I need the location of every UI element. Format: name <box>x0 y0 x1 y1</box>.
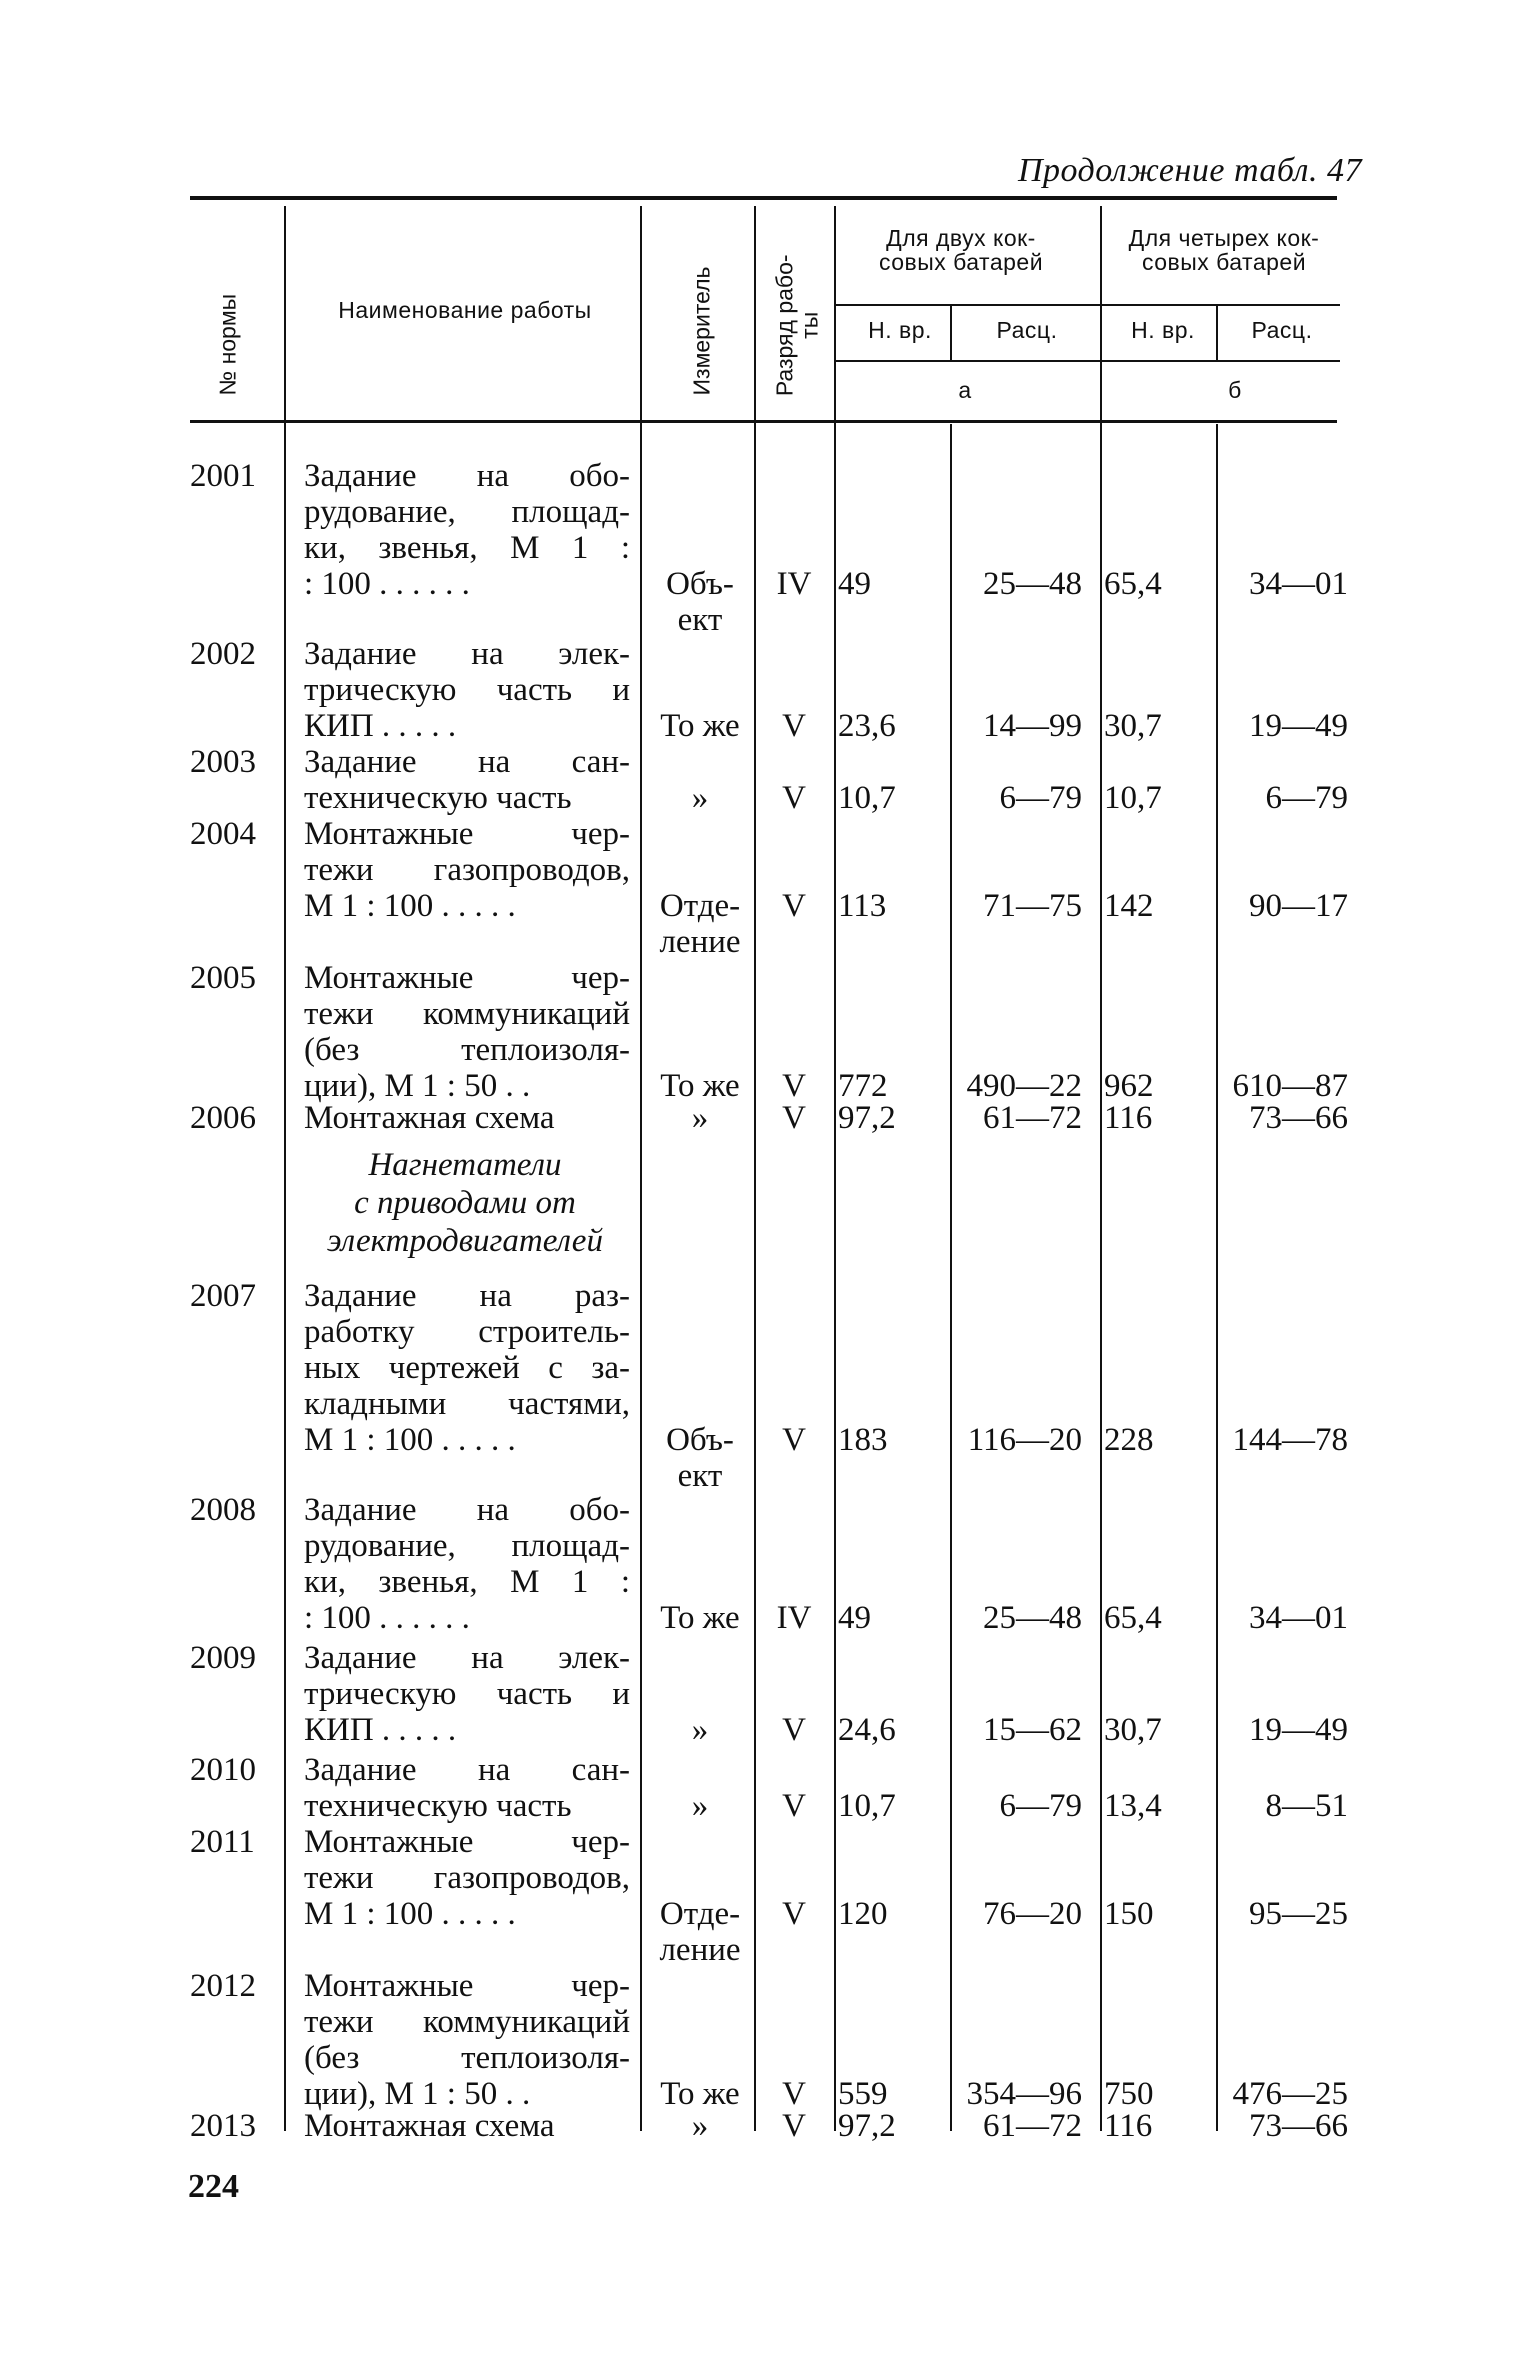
norm-time-a: 97,2 <box>838 1100 896 1136</box>
work-name-line: тежи газопроводов, <box>304 1860 630 1896</box>
work-name-line: (без теплоизоля- <box>304 1032 630 1068</box>
work-grade: V <box>782 708 806 744</box>
table-caption: Продолжение табл. 47 <box>1017 152 1362 189</box>
work-name-line: (без теплоизоля- <box>304 2040 630 2076</box>
work-name-line: КИП . . . . . <box>304 1712 457 1748</box>
rate-a: 6—79 <box>999 780 1082 816</box>
work-grade: V <box>782 1068 806 1104</box>
norm-time-a: 97,2 <box>838 2108 896 2144</box>
rule-after-grade <box>834 206 836 2131</box>
work-name <box>304 816 630 924</box>
rate-b: 90—17 <box>1249 888 1348 924</box>
work-name-line: ки, звенья, М 1 : <box>304 1564 630 1600</box>
rate-a: 15—62 <box>983 1712 1082 1748</box>
measure-unit: » <box>691 1712 709 1748</box>
rate-b: 476—25 <box>1232 2076 1348 2112</box>
work-name <box>304 636 630 744</box>
work-grade: IV <box>776 566 812 602</box>
work-name <box>304 2108 630 2144</box>
norm-time-b: 65,4 <box>1104 566 1162 602</box>
rate-a: 354—96 <box>966 2076 1082 2112</box>
rule-after-norm <box>284 206 286 2131</box>
work-name-line: кладными частями, <box>304 1386 630 1422</box>
norm-number: 2005 <box>190 960 256 996</box>
work-name-line: Задание на элек- <box>304 636 630 672</box>
work-grade: V <box>782 1712 806 1748</box>
work-name-line: М 1 : 100 . . . . . <box>304 888 516 924</box>
measure-unit: Объ- ект <box>666 1422 734 1494</box>
header-norm-number: № нормы <box>214 293 241 396</box>
work-name <box>304 1278 630 1458</box>
work-name-line: Монтажная схема <box>304 1100 555 1136</box>
norm-number: 2012 <box>190 1968 256 2004</box>
work-name-line: Монтажные чер- <box>304 816 630 852</box>
norm-number: 2008 <box>190 1492 256 1528</box>
rule-after-name <box>640 206 642 2131</box>
work-name-line: техническую часть <box>304 1788 572 1824</box>
norm-time-b: 750 <box>1104 2076 1154 2112</box>
work-grade: V <box>782 1100 806 1136</box>
measure-unit: Отде- ление <box>659 888 741 960</box>
norm-number: 2007 <box>190 1278 256 1314</box>
work-name-line: КИП . . . . . <box>304 708 457 744</box>
norm-time-b: 13,4 <box>1104 1788 1162 1824</box>
norm-number: 2013 <box>190 2108 256 2144</box>
work-name <box>304 1824 630 1932</box>
norm-time-b: 30,7 <box>1104 708 1162 744</box>
rule-body-nvr-a <box>950 424 952 2131</box>
norm-time-b: 116 <box>1104 1100 1153 1136</box>
norm-number: 2009 <box>190 1640 256 1676</box>
header-rule-group <box>836 304 1340 306</box>
work-name-line: Монтажная схема <box>304 2108 555 2144</box>
rule-body-nvr-b <box>1216 424 1218 2131</box>
work-name <box>304 1968 630 2112</box>
work-name-line: Задание на элек- <box>304 1640 630 1676</box>
work-grade: IV <box>776 1600 812 1636</box>
rate-a: 6—79 <box>999 1788 1082 1824</box>
header-nvr-a: Н. вр. <box>868 317 932 343</box>
header-rasc-a: Расц. <box>996 317 1058 343</box>
header-work-name: Наименование работы <box>338 297 592 323</box>
work-name-line: трическую часть и <box>304 1676 630 1712</box>
rate-a: 61—72 <box>983 1100 1082 1136</box>
work-name-line: рудование, площад- <box>304 1528 630 1564</box>
rate-b: 34—01 <box>1249 566 1348 602</box>
norm-number: 2001 <box>190 458 256 494</box>
measure-unit: » <box>691 2108 709 2144</box>
header-rasc-b: Расц. <box>1251 317 1313 343</box>
work-name-line: : 100 . . . . . . <box>304 1600 470 1636</box>
work-name <box>304 1100 630 1136</box>
rule-after-nvr-b <box>1216 306 1218 362</box>
rate-a: 14—99 <box>983 708 1082 744</box>
norm-time-b: 10,7 <box>1104 780 1162 816</box>
measure-unit: То же <box>660 1600 740 1636</box>
measure-unit: » <box>691 1788 709 1824</box>
measure-unit: Объ- ект <box>666 566 734 638</box>
work-name-line: Задание на обо- <box>304 458 630 494</box>
norm-time-a: 49 <box>838 1600 871 1636</box>
work-grade: V <box>782 888 806 924</box>
norm-time-a: 23,6 <box>838 708 896 744</box>
work-name-line: рудование, площад- <box>304 494 630 530</box>
rule-after-measure <box>754 206 756 2131</box>
rate-a: 61—72 <box>983 2108 1082 2144</box>
work-name-line: ции), М 1 : 50 . . <box>304 2076 531 2112</box>
header-sub-b: б <box>1228 377 1242 403</box>
norm-time-a: 120 <box>838 1896 888 1932</box>
work-name <box>304 458 630 602</box>
norm-time-a: 113 <box>838 888 887 924</box>
measure-unit: То же <box>660 708 740 744</box>
work-name-line: Монтажные чер- <box>304 960 630 996</box>
norm-time-a: 49 <box>838 566 871 602</box>
work-name-line: Задание на сан- <box>304 744 630 780</box>
rate-a: 76—20 <box>983 1896 1082 1932</box>
norm-time-a: 10,7 <box>838 1788 896 1824</box>
work-name-line: ции), М 1 : 50 . . <box>304 1068 531 1104</box>
norm-time-b: 962 <box>1104 1068 1154 1104</box>
rate-a: 116—20 <box>967 1422 1082 1458</box>
work-name-line: трическую часть и <box>304 672 630 708</box>
header-group-two-batteries: Для двух кок- совых батарей <box>878 225 1044 276</box>
rate-b: 73—66 <box>1249 1100 1348 1136</box>
norm-number: 2006 <box>190 1100 256 1136</box>
work-grade: V <box>782 1422 806 1458</box>
rate-b: 34—01 <box>1249 1600 1348 1636</box>
norm-time-b: 65,4 <box>1104 1600 1162 1636</box>
header-sub-a: а <box>958 377 972 403</box>
rule-after-nvr-a <box>950 306 952 362</box>
norm-time-a: 772 <box>838 1068 888 1104</box>
table-top-rule <box>190 196 1337 200</box>
norm-time-b: 30,7 <box>1104 1712 1162 1748</box>
rate-b: 610—87 <box>1232 1068 1348 1104</box>
rate-a: 71—75 <box>983 888 1082 924</box>
work-name <box>304 960 630 1104</box>
work-name-line: ных чертежей с за- <box>304 1350 630 1386</box>
measure-unit: То же <box>660 2076 740 2112</box>
norm-time-b: 116 <box>1104 2108 1153 2144</box>
norm-number: 2004 <box>190 816 256 852</box>
work-name-line: ки, звенья, М 1 : <box>304 530 630 566</box>
work-name-line: М 1 : 100 . . . . . <box>304 1422 516 1458</box>
header-bottom-rule <box>190 420 1337 423</box>
rate-b: 73—66 <box>1249 2108 1348 2144</box>
measure-unit: » <box>691 1100 709 1136</box>
work-name <box>304 744 630 816</box>
rate-b: 95—25 <box>1249 1896 1348 1932</box>
work-name-line: Монтажные чер- <box>304 1968 630 2004</box>
norm-time-a: 10,7 <box>838 780 896 816</box>
rate-b: 19—49 <box>1249 1712 1348 1748</box>
rate-b: 19—49 <box>1249 708 1348 744</box>
work-grade: V <box>782 2108 806 2144</box>
work-grade: V <box>782 1896 806 1932</box>
work-name <box>304 1640 630 1748</box>
measure-unit: То же <box>660 1068 740 1104</box>
rule-after-rasc-a <box>1100 206 1102 2131</box>
measure-unit: Отде- ление <box>659 1896 741 1968</box>
norm-number: 2011 <box>190 1824 255 1860</box>
work-name-line: Монтажные чер- <box>304 1824 630 1860</box>
header-group-four-batteries: Для четырех кок- совых батарей <box>1128 225 1320 276</box>
work-name-line: Задание на обо- <box>304 1492 630 1528</box>
rate-b: 144—78 <box>1232 1422 1348 1458</box>
work-name-line: : 100 . . . . . . <box>304 566 470 602</box>
work-name-line: Задание на сан- <box>304 1752 630 1788</box>
work-name-line: работку строитель- <box>304 1314 630 1350</box>
rate-a: 490—22 <box>966 1068 1082 1104</box>
norm-time-b: 228 <box>1104 1422 1154 1458</box>
measure-unit: » <box>691 780 709 816</box>
norm-number: 2003 <box>190 744 256 780</box>
work-name-line: тежи коммуникаций <box>304 996 630 1032</box>
header-nvr-b: Н. вр. <box>1131 317 1195 343</box>
work-name-line: тежи газопроводов, <box>304 852 630 888</box>
norm-time-b: 142 <box>1104 888 1154 924</box>
work-name <box>304 1492 630 1636</box>
work-grade: V <box>782 2076 806 2112</box>
norm-time-a: 24,6 <box>838 1712 896 1748</box>
work-name-line: М 1 : 100 . . . . . <box>304 1896 516 1932</box>
rate-b: 8—51 <box>1265 1788 1348 1824</box>
rate-b: 6—79 <box>1265 780 1348 816</box>
norm-number: 2010 <box>190 1752 256 1788</box>
rate-a: 25—48 <box>983 1600 1082 1636</box>
work-name-line: техническую часть <box>304 780 572 816</box>
work-grade: V <box>782 1788 806 1824</box>
work-name <box>304 1752 630 1824</box>
norm-time-b: 150 <box>1104 1896 1154 1932</box>
norm-number: 2002 <box>190 636 256 672</box>
page-number: 224 <box>188 2168 239 2205</box>
norm-time-a: 183 <box>838 1422 888 1458</box>
work-name-line: Задание на раз- <box>304 1278 630 1314</box>
header-measure: Измеритель <box>688 266 715 396</box>
norm-time-a: 559 <box>838 2076 888 2112</box>
header-rule-sub <box>836 360 1340 362</box>
header-grade: Разряд рабо- ты <box>771 254 823 397</box>
section-title: Нагнетатели с приводами от электродвигателей <box>327 1147 603 1259</box>
work-grade: V <box>782 780 806 816</box>
work-name-line: тежи коммуникаций <box>304 2004 630 2040</box>
rate-a: 25—48 <box>983 566 1082 602</box>
